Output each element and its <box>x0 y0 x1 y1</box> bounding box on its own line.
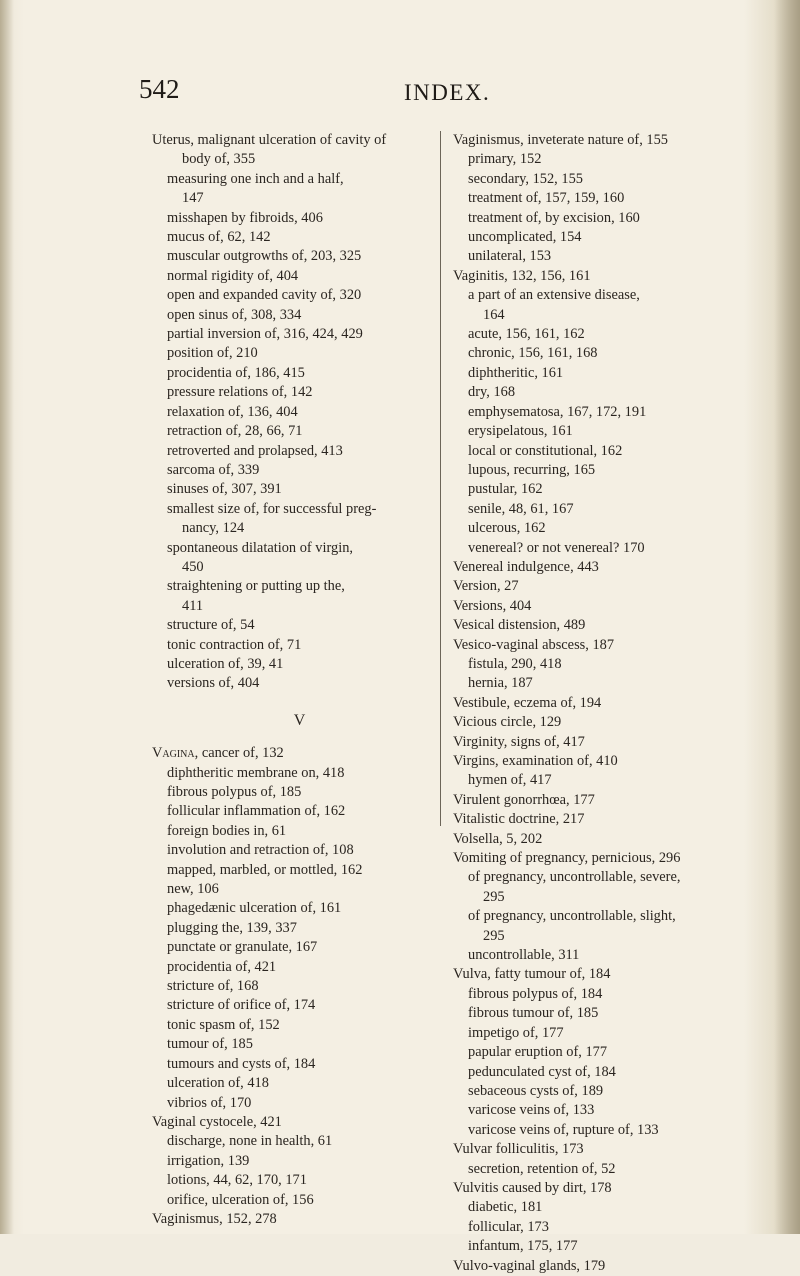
index-subentry: tumours and cysts of, 184 <box>167 1055 316 1072</box>
index-subentry: dry, 168 <box>468 384 516 401</box>
index-subentry: follicular inflammation of, 162 <box>167 803 346 820</box>
index-subentry: retraction of, 28, 66, 71 <box>167 423 303 440</box>
running-header: INDEX. <box>404 80 491 105</box>
index-entry: Vaginismus, 152, 278 <box>152 1210 277 1227</box>
index-subentry: senile, 48, 61, 167 <box>468 500 574 517</box>
index-entry: Volsella, 5, 202 <box>453 830 543 847</box>
index-entry: Vaginal cystocele, 421 <box>152 1113 282 1130</box>
index-entry: Vulvo-vaginal glands, 179 <box>453 1257 606 1274</box>
index-entry: Vesico-vaginal abscess, 187 <box>453 636 615 653</box>
index-subentry: follicular, 173 <box>468 1218 549 1235</box>
index-subentry: treatment of, by excision, 160 <box>468 209 640 226</box>
index-subentry: erysipelatous, 161 <box>468 423 573 440</box>
index-entry: Venereal indulgence, 443 <box>453 558 599 575</box>
index-entry: Virulent gonorrhœa, 177 <box>453 791 595 808</box>
index-subentry: secretion, retention of, 52 <box>468 1160 616 1177</box>
index-subentry: sinuses of, 307, 391 <box>167 481 282 498</box>
index-entry: Vulvar folliculitis, 173 <box>453 1141 584 1158</box>
page-number: 542 <box>139 74 180 104</box>
index-subentry: discharge, none in health, 61 <box>167 1133 333 1150</box>
index-subentry: ulcerous, 162 <box>468 520 546 537</box>
index-subentry: measuring one inch and a half, <box>167 170 344 187</box>
index-subentry: retroverted and prolapsed, 413 <box>167 442 343 459</box>
index-subentry: body of, 355 <box>182 151 256 168</box>
index-subentry: 411 <box>182 597 204 614</box>
index-subentry: 450 <box>182 558 204 575</box>
index-entry: Version, 27 <box>453 578 519 595</box>
index-entry: Versions, 404 <box>453 597 532 614</box>
index-entry: Vomiting of pregnancy, pernicious, 296 <box>453 850 681 867</box>
index-subentry: irrigation, 139 <box>167 1152 250 1169</box>
index-subentry: mucus of, 62, 142 <box>167 229 271 246</box>
index-subentry: 295 <box>483 888 505 905</box>
index-subentry: hymen of, 417 <box>468 772 552 789</box>
index-subentry: sebaceous cysts of, 189 <box>468 1082 604 1099</box>
index-subentry: a part of an extensive disease, <box>468 287 640 304</box>
index-subentry: open sinus of, 308, 334 <box>167 306 302 323</box>
index-subentry: sarcoma of, 339 <box>167 461 260 478</box>
index-entry: Vesical distension, 489 <box>453 617 586 634</box>
index-subentry: foreign bodies in, 61 <box>167 822 287 839</box>
index-entry: Vitalistic doctrine, 217 <box>453 811 585 828</box>
index-subentry: normal rigidity of, 404 <box>167 267 299 284</box>
index-subentry: versions of, 404 <box>167 675 260 692</box>
index-entry: Vulvitis caused by dirt, 178 <box>453 1179 612 1196</box>
index-subentry: structure of, 54 <box>167 617 255 634</box>
index-subentry: papular eruption of, 177 <box>468 1044 608 1061</box>
index-subentry: plugging the, 139, 337 <box>167 919 297 936</box>
index-subentry: of pregnancy, uncontrollable, severe, <box>468 869 681 886</box>
index-subentry: tumour of, 185 <box>167 1036 253 1053</box>
index-subentry: stricture of, 168 <box>167 978 259 995</box>
index-entry: Vaginitis, 132, 156, 161 <box>453 267 591 284</box>
index-entry: Vestibule, eczema of, 194 <box>453 694 602 711</box>
index-subentry: local or constitutional, 162 <box>468 442 623 459</box>
index-subentry: uncomplicated, 154 <box>468 229 582 246</box>
index-subentry: new, 106 <box>167 881 219 898</box>
index-subentry: hernia, 187 <box>468 675 533 692</box>
index-subentry: partial inversion of, 316, 424, 429 <box>167 326 363 343</box>
index-column-right <box>453 131 753 1276</box>
index-subentry: uncontrollable, 311 <box>468 947 580 964</box>
index-subentry: nancy, 124 <box>182 520 245 537</box>
index-subentry: mapped, marbled, or mottled, 162 <box>167 861 363 878</box>
index-entry: Virgins, examination of, 410 <box>453 753 618 769</box>
index-subentry: of pregnancy, uncontrollable, slight, <box>468 908 676 925</box>
index-subentry: fibrous polypus of, 184 <box>468 985 603 1002</box>
index-subentry: 147 <box>182 190 204 207</box>
index-subentry: ulceration of, 418 <box>167 1075 269 1092</box>
index-column-left <box>152 131 467 1229</box>
index-entry: Virginity, signs of, 417 <box>453 733 585 750</box>
index-subentry: infantum, 175, 177 <box>468 1238 578 1255</box>
index-subentry: varicose veins of, 133 <box>468 1102 595 1119</box>
index-subentry: procidentia of, 421 <box>167 958 277 975</box>
index-subentry: muscular outgrowths of, 203, 325 <box>167 248 362 265</box>
index-subentry: pedunculated cyst of, 184 <box>468 1063 616 1080</box>
index-subentry: orifice, ulceration of, 156 <box>167 1191 314 1208</box>
index-subentry: misshapen by fibroids, 406 <box>167 209 323 226</box>
index-subentry: varicose veins of, rupture of, 133 <box>468 1121 659 1138</box>
index-subentry: spontaneous dilatation of virgin, <box>167 539 353 556</box>
index-subentry: vibrios of, 170 <box>167 1094 252 1111</box>
index-entry: Vulva, fatty tumour of, 184 <box>453 966 611 983</box>
index-entry: Vicious circle, 129 <box>453 714 562 731</box>
index-subentry: venereal? or not venereal? 170 <box>468 539 645 556</box>
section-letter: V <box>293 711 306 729</box>
index-subentry: 164 <box>483 306 505 323</box>
index-subentry: tonic spasm of, 152 <box>167 1016 280 1033</box>
index-subentry: emphysematosa, 167, 172, 191 <box>468 403 647 420</box>
index-subentry: unilateral, 153 <box>468 248 552 265</box>
index-subentry: lotions, 44, 62, 170, 171 <box>167 1172 307 1189</box>
index-subentry: primary, 152 <box>468 151 542 168</box>
index-subentry: diabetic, 181 <box>468 1199 543 1216</box>
index-subentry: diphtheritic, 161 <box>468 364 564 381</box>
index-subentry: relaxation of, 136, 404 <box>167 403 298 420</box>
page-edge-shadow <box>774 0 800 1234</box>
index-subentry: phagedænic ulceration of, 161 <box>167 900 342 917</box>
index-subentry: position of, 210 <box>167 345 258 362</box>
index-subentry: diphtheritic membrane on, 418 <box>167 764 345 781</box>
index-subentry: involution and retraction of, 108 <box>167 842 354 859</box>
index-subentry: stricture of orifice of, 174 <box>167 997 316 1014</box>
index-entry <box>152 744 467 763</box>
index-subentry: chronic, 156, 161, 168 <box>468 345 598 362</box>
index-subentry: acute, 156, 161, 162 <box>468 326 585 343</box>
index-subentry: lupous, recurring, 165 <box>468 461 596 478</box>
column-divider <box>440 131 441 826</box>
index-subentry: open and expanded cavity of, 320 <box>167 287 362 304</box>
index-subentry: tonic contraction of, 71 <box>167 636 302 653</box>
index-entry: Vaginismus, inveterate nature of, 155 <box>453 132 669 148</box>
gutter-shadow <box>0 0 14 1234</box>
index-subentry: punctate or granulate, 167 <box>167 939 318 956</box>
index-entry-heading: Vagina, <box>152 745 199 762</box>
index-entry-text: cancer of, 132 <box>198 745 284 762</box>
index-subentry: secondary, 152, 155 <box>468 170 583 187</box>
index-subentry: ulceration of, 39, 41 <box>167 655 284 672</box>
index-subentry: pustular, 162 <box>468 481 543 498</box>
index-subentry: pressure relations of, 142 <box>167 384 313 401</box>
index-subentry: smallest size of, for successful preg- <box>167 500 377 517</box>
index-entry: Uterus, malignant ulceration of cavity of <box>152 132 387 148</box>
index-subentry: 295 <box>483 927 505 944</box>
index-subentry: straightening or putting up the, <box>167 578 345 595</box>
index-subentry: impetigo of, 177 <box>468 1024 564 1041</box>
index-subentry: treatment of, 157, 159, 160 <box>468 190 625 207</box>
index-subentry: procidentia of, 186, 415 <box>167 364 305 381</box>
index-subentry: fibrous polypus of, 185 <box>167 784 302 800</box>
index-subentry: fibrous tumour of, 185 <box>468 1005 599 1022</box>
index-subentry: fistula, 290, 418 <box>468 655 562 672</box>
